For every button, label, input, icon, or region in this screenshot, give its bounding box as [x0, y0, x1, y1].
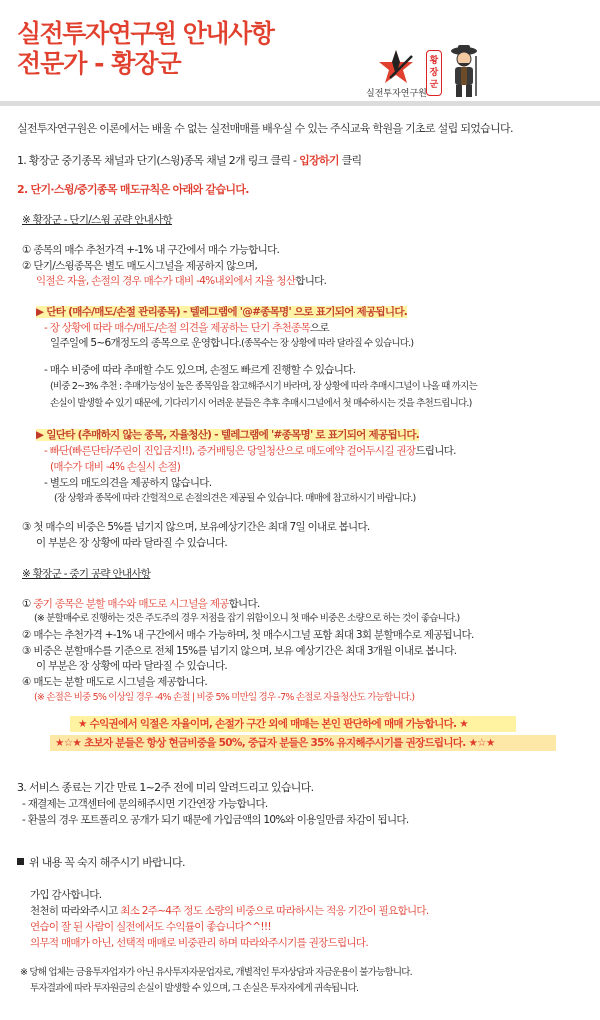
- closing-line-3: 연습이 잘 된 사람이 실전에서도 수익률이 좋습니다^^!!!: [30, 921, 271, 933]
- please-notice: [17, 856, 185, 870]
- ildan-bullet-1-red: - 빠단(빠른단타/주린이 진입금지!!), 증거배팅은 당일청산으로 매도예약 걸어두시길 권장: [44, 445, 416, 457]
- self-sell-text: 익절은 자율, 손절의 경우 매수가 대비 -4%내외에서 자율 청산: [36, 275, 296, 287]
- danta-note-1: (비중 2~3% 추천 : 추매가능성이 높은 종목임을 참고해주시기 바라며, 장 상황에 따라 추매시그널이 나올 때 까지는: [50, 381, 477, 392]
- danta-bullet-1-tail: 으로: [309, 322, 329, 334]
- mid-rule-3b: 이 부분은 장 상황에 따라 달라질 수 있습니다.: [36, 660, 228, 672]
- danta-bullet-1-note: (종목수는 장 상황에 따라 달라질 수 있습니다.): [241, 338, 414, 349]
- ildan-stoploss: (매수가 대비 -4% 손실시 손절): [50, 461, 181, 473]
- closing-line-2-prefix: 천천히 따라와주시고: [30, 905, 121, 917]
- header: [0, 0, 600, 102]
- step-3-refund: - 환불의 경우 포트폴리오 공개가 되기 때문에 가입금액의 10%와 이용일만큼 차감이 됩니다.: [22, 814, 409, 826]
- notice-1: ★ 수익권에서 익절은 자율이며, 손절가 구간 외에 매매는 본인 판단하에 매매 가능합니다. ★: [78, 718, 468, 730]
- danta-bullet-1-text: 일주일에 5~6개정도의 종목으로 운영합니다.: [50, 337, 242, 349]
- closing-thanks: 가입 감사합니다.: [30, 889, 102, 901]
- stamp-char: 황: [429, 56, 439, 66]
- logo-star-icon: [376, 48, 416, 86]
- danta-bullet-2: - 매수 비중에 따라 추매할 수도 있으며, 손절도 빠르게 진행할 수 있습니다.: [44, 364, 356, 376]
- stamp-char: 군: [429, 80, 439, 90]
- step-2: 2. 단기·스윙/중기종목 매도규칙은 아래와 같습니다.: [17, 183, 249, 196]
- header-divider: [0, 101, 600, 106]
- mid-rule-4: ④ 매도는 분할 매도로 시그널을 제공합니다.: [22, 676, 208, 688]
- enter-link[interactable]: 입장하기: [299, 154, 339, 167]
- mid-rule-1-red: 중기 종목은 분할 매수와 매도로 시그널을 제공: [33, 598, 229, 610]
- closing-line-2-red: 최소 2주~4주 정도 소량의 비중으로 따라하시는 적응 기간이 필요합니다.: [120, 905, 429, 917]
- ildan-note: (장 상황과 종목에 따라 간헐적으로 손절의견은 제공될 수 있습니다. 매매에 참고하시기 바랍니다.): [54, 493, 416, 504]
- logo-caption: 실전투자연구원: [366, 89, 427, 99]
- mid-rule-1: [22, 597, 260, 611]
- mid-rule-4-note: (※ 손절은 비중 5% 이상일 경우 -4% 손절 | 비중 5% 미만일 경우 -7% 손절로 자율청산도 가능합니다.): [34, 692, 415, 703]
- notice-2: ★☆★ 초보자 분들은 항상 현금비중을 50%, 중급자 분들은 35% 유지해주시기를 권장드립니다. ★☆★: [55, 737, 495, 749]
- closing-line-2: [30, 904, 428, 918]
- mid-rule-1-prefix: ①: [22, 598, 34, 610]
- short-rule-1: ① 종목의 매수 추천가격 +-1% 내 구간에서 매수 가능합니다.: [22, 244, 280, 256]
- ildan-bullet-2: - 별도의 매도의견을 제공하지 않습니다.: [44, 477, 212, 489]
- mid-rule-3: ③ 비중은 분할매수를 기준으로 전체 15%를 넘기지 않으며, 보유 예상기간은 최대 3개월 이내로 봅니다.: [22, 645, 457, 657]
- ildan-heading-text: ▶ 일단타 (추매하지 않는 종목, 자율청산) - 텔레그램에 '#종목명' 로 표기되어 제공됩니다.: [36, 429, 420, 441]
- short-rule-3: ③ 첫 매수의 비중은 5%를 넘기지 않으며, 보유예상기간은 최대 7일 이내로 봅니다.: [22, 521, 370, 533]
- general-character-icon: [446, 42, 482, 100]
- mid-rule-1-note: (※ 분할매수로 진행하는 것은 주도주의 경우 저점을 잡기 위함이오니 첫 매수 비중은 소량으로 하는 것이 좋습니다.): [34, 613, 460, 624]
- mid-section-title: ※ 황장군 - 중기 공략 안내사항: [22, 568, 151, 580]
- step-1-text: 1. 황장군 중기종목 채널과 단기(스윙)종목 채널 2개 링크 클릭 -: [17, 154, 300, 167]
- short-rule-2: ② 단기/스윙종목은 별도 매도시그널을 제공하지 않으며,: [22, 260, 258, 272]
- ildan-bullet-1: [44, 444, 456, 458]
- stamp-char: 장: [429, 68, 439, 78]
- danta-bullet-1: [44, 321, 329, 335]
- disclaimer-2: 투자결과에 따라 투자원금의 손실이 발생할 수 있으며, 그 손실은 투자자에게 귀속됩니다.: [30, 983, 359, 994]
- short-rule-2b-tail: 합니다.: [295, 275, 327, 287]
- page-subtitle: 전문가 - 황장군: [17, 49, 181, 78]
- mid-rule-2: ② 매수는 추천가격 +-1% 내 구간에서 매수 가능하며, 첫 매수시그널 포함 최대 3회 분할매수로 제공됩니다.: [22, 629, 474, 641]
- please-notice-text: 위 내용 꼭 숙지 해주시기 바랍니다.: [29, 856, 185, 869]
- danta-heading: [36, 305, 407, 319]
- closing-line-4: 의무적 매매가 아닌, 선택적 매매로 비중관리 하며 따라와주시기를 권장드립니다.: [30, 937, 368, 949]
- disclaimer-1: ※ 당해 업체는 금융투자업자가 아닌 유사투자자문업자로, 개별적인 투자상담과 자금운용이 불가능합니다.: [20, 967, 412, 978]
- step-3-renew: - 재결제는 고객센터에 문의해주시면 기간연장 가능합니다.: [22, 798, 268, 810]
- step-3: 3. 서비스 종료는 기간 만료 1~2주 전에 미리 알려드리고 있습니다.: [17, 781, 314, 794]
- step-1: [17, 154, 361, 168]
- short-section-title: ※ 황장군 - 단기/스윙 공략 안내사항: [22, 214, 172, 226]
- danta-bullet-1-line2: [50, 336, 413, 351]
- step-1-suffix: 클릭: [338, 154, 362, 167]
- name-stamp: [426, 50, 442, 96]
- danta-heading-text: ▶ 단타 (매수/매도/손절 관리종목) - 텔레그램에 '@#종목명' 으로 표기되어 제공됩니다.: [36, 306, 408, 318]
- ildan-bullet-1-tail: 드립니다.: [415, 445, 456, 457]
- intro-text: 실전투자연구원은 이론에서는 배울 수 없는 실전매매를 배우실 수 있는 주식교육 학원을 기초로 설립 되었습니다.: [17, 122, 513, 135]
- danta-bullet-1-red: - 장 상황에 따라 매수/매도/손절 의견을 제공하는 단기 추천종목: [44, 322, 310, 334]
- short-rule-3b: 이 부분은 장 상황에 따라 달라질 수 있습니다.: [36, 537, 228, 549]
- mid-rule-1-tail: 합니다.: [228, 598, 260, 610]
- short-rule-2b: [36, 274, 326, 288]
- page-title: 실전투자연구원 안내사항: [17, 19, 274, 48]
- ildan-heading: [36, 428, 419, 442]
- danta-note-2: 손실이 발생할 수 있기 때문에, 기다리기시 어려운 분들은 추후 추매시그널에서 첫 매수하시는 것을 추천드립니다.): [50, 398, 472, 409]
- square-bullet-icon: [17, 858, 24, 865]
